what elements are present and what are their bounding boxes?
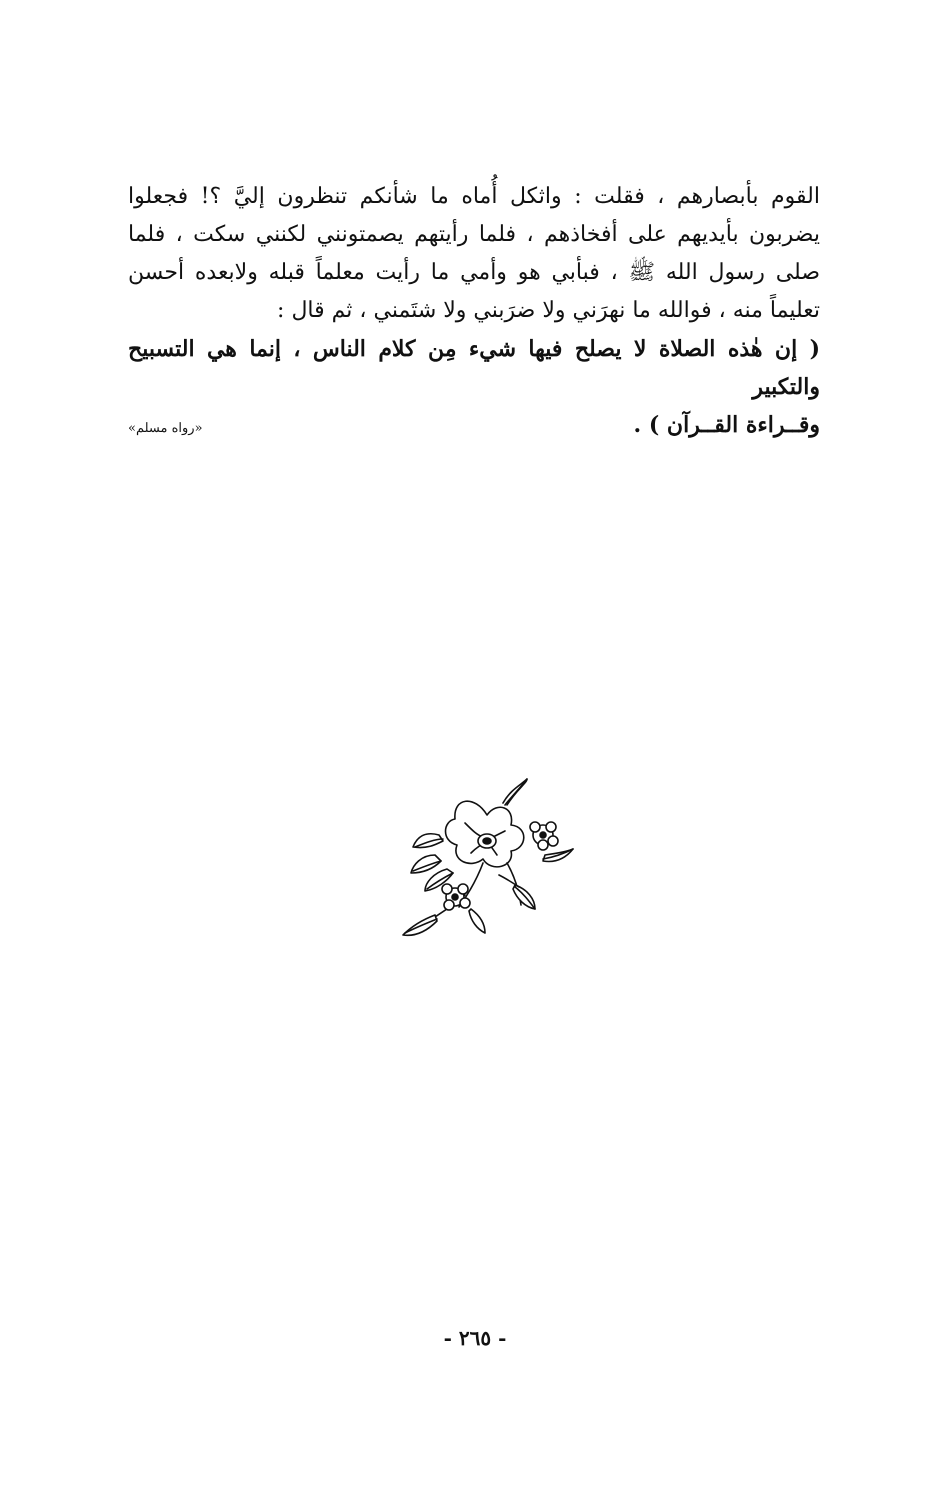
narration-paragraph: القوم بأبصارهم ، فقلت : واثكل أُماه ما شأنكم تنظرون إليَّ ؟! فجعلوا يضربون بأيديهم على أفخاذهم ، فلما رأيتهم يصمتونني لكنني سكت ، فلما صلى رسول الله ﷺ ، فبأبي هو وأمي ما رأيت معلماً قبله ولابعده أحسن تعليماً منه ، فوالله ما نهرَني ولا ضرَبني ولا شتَمني ، ثم قال : <box>128 184 820 323</box>
text-block <box>128 178 820 448</box>
hadith-last-line <box>128 406 820 448</box>
floral-ornament-icon <box>395 775 580 940</box>
page-number: - ٢٦٥ - <box>443 1326 507 1350</box>
hadith-source: «رواه مسلم» <box>128 421 203 436</box>
hadith-ending: وقــراءة القــرآن ) . <box>633 412 820 438</box>
hadith-text: ( إن هٰذه الصلاة لا يصلح فيها شيء مِن كلام الناس ، إنما هي التسبيح والتكبير <box>128 336 820 400</box>
